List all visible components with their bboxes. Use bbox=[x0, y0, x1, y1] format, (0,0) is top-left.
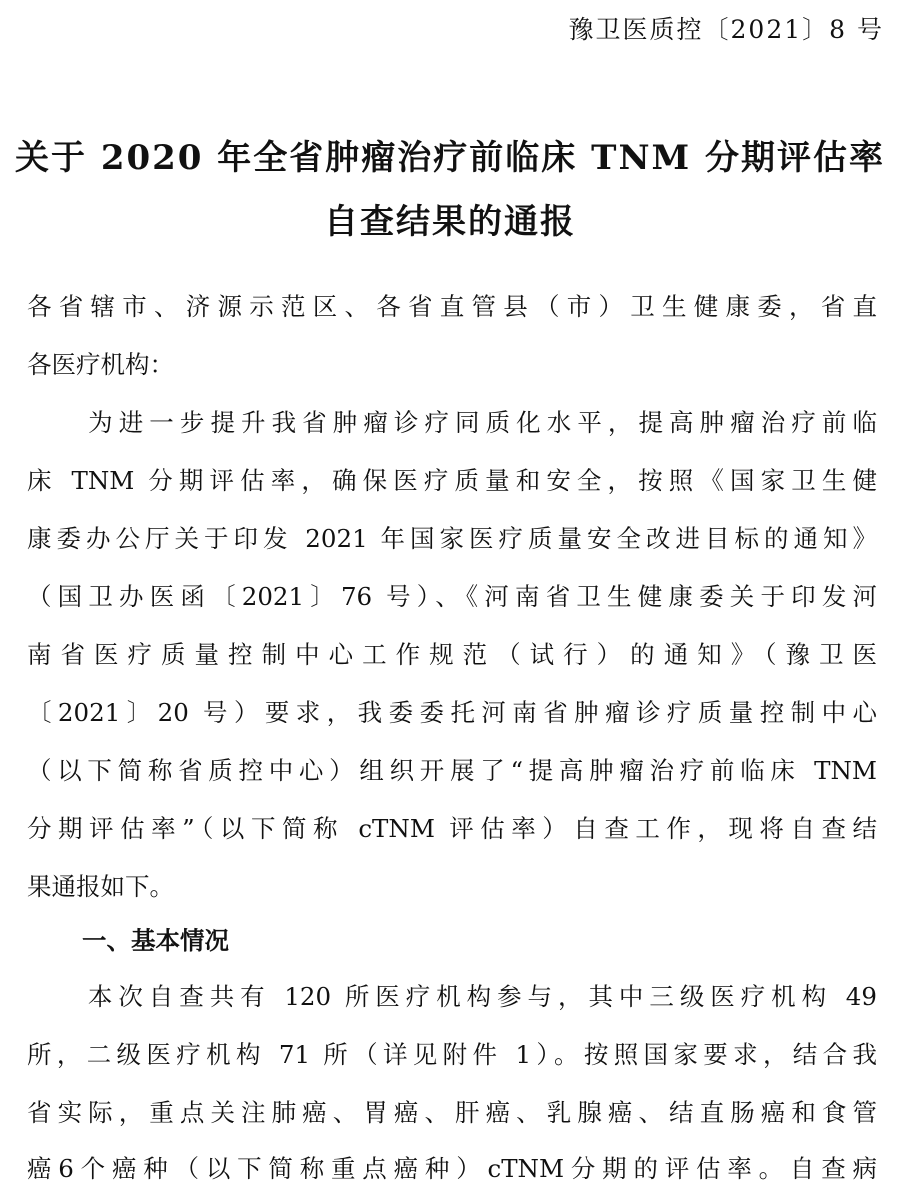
paragraph-line: 分期评估率”（以下简称 cTNM 评估率）自查工作，现将自查结 bbox=[27, 814, 877, 843]
paragraph-line: 癌6个癌种（以下简称重点癌种）cTNM分期的评估率。自查病 bbox=[27, 1154, 877, 1183]
paragraph-line: 果通报如下。 bbox=[27, 872, 174, 901]
paragraph-line: 省实际，重点关注肺癌、胃癌、肝癌、乳腺癌、结直肠癌和食管 bbox=[27, 1098, 877, 1127]
paragraph-line: 南省医疗质量控制中心工作规范（试行）的通知》（豫卫医 bbox=[27, 640, 877, 669]
paragraph-line: 为进一步提升我省肿瘤诊疗同质化水平，提高肿瘤治疗前临 bbox=[27, 408, 877, 437]
paragraph-line: 所，二级医疗机构 71 所（详见附件 1）。按照国家要求，结合我 bbox=[27, 1040, 877, 1069]
paragraph-line: 本次自查共有 120 所医疗机构参与，其中三级医疗机构 49 bbox=[27, 982, 877, 1011]
document-title-line-1: 关于 2020 年全省肿瘤治疗前临床 TNM 分期评估率 bbox=[15, 138, 885, 178]
document-number: 豫卫医质控〔2021〕8 号 bbox=[568, 15, 884, 44]
paragraph-line: （以下简称省质控中心）组织开展了“提高肿瘤治疗前临床 TNM bbox=[27, 756, 877, 785]
section-heading: 一、基本情况 bbox=[82, 926, 229, 955]
document-title-line-2: 自查结果的通报 bbox=[324, 202, 576, 242]
addressee-line-2: 各医疗机构： bbox=[27, 350, 174, 379]
paragraph-line: 床 TNM 分期评估率，确保医疗质量和安全，按照《国家卫生健 bbox=[27, 466, 877, 495]
addressee-line-1: 各省辖市、济源示范区、各省直管县（市）卫生健康委，省直 bbox=[27, 292, 877, 321]
paragraph-line: （国卫办医函〔2021〕76 号）、《河南省卫生健康委关于印发河 bbox=[27, 582, 877, 611]
paragraph-line: 〔2021〕20 号）要求，我委委托河南省肿瘤诊疗质量控制中心 bbox=[27, 698, 877, 727]
paragraph-line: 康委办公厅关于印发 2021 年国家医疗质量安全改进目标的通知》 bbox=[27, 524, 877, 553]
